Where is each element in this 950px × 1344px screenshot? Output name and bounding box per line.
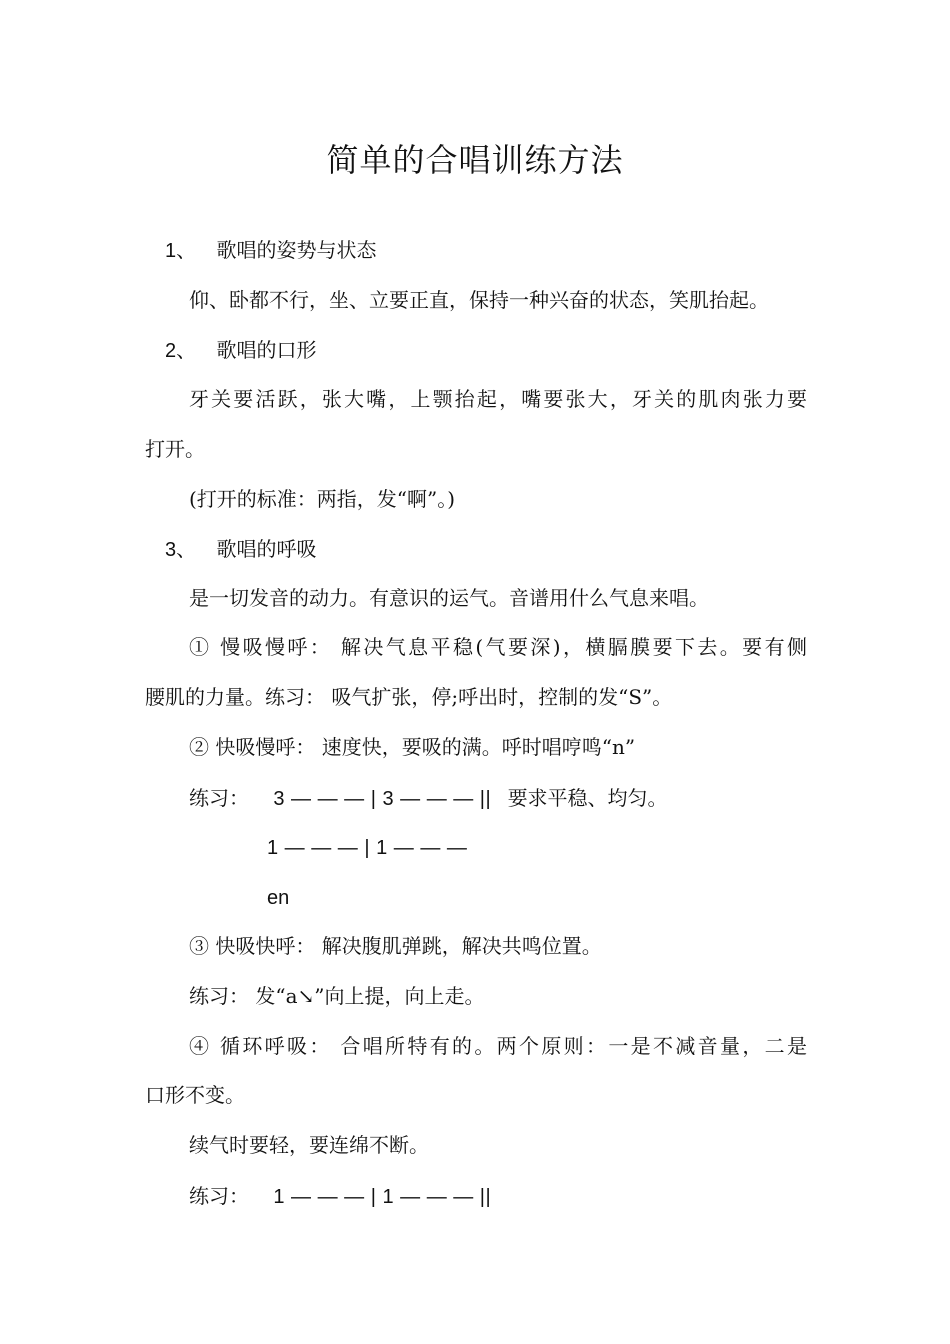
section-heading-3 [165,535,316,564]
section-number: 2、 [165,340,197,362]
section-heading-1 [165,236,376,265]
paragraph-mouth-line-1: 牙关要活跃，张大嘴，上颚抬起，嘴要张大，牙关的肌肉张力要 [189,387,807,411]
exercise-label: 练习： [189,1184,249,1208]
paragraph-breath-intro: 是一切发音的动力。有意识的运气。音谱用什么气息来唱。 [189,586,709,610]
paragraph-posture: 仰、卧都不行，坐、立要正直，保持一种兴奋的状态，笑肌抬起。 [189,288,769,312]
exercise-2-line: 练习： 发“a↘”向上提，向上走。 [189,984,485,1008]
section-title: 歌唱的呼吸 [216,537,317,561]
paragraph-slow-breath-line-1: ① 慢吸慢呼： 解决气息平稳(气要深)，横膈膜要下去。要有侧 [189,635,807,659]
section-title: 歌唱的姿势与状态 [216,238,377,262]
exercise-1-line [189,784,668,813]
music-notation: 3 — — — | 3 — — — || [273,788,492,810]
paragraph-mouth-standard: (打开的标准：两指，发“啊”。) [189,487,456,511]
paragraph-fast-slow-breath: ② 快吸慢呼： 速度快，要吸的满。呼时唱哼鸣“n” [189,735,636,759]
paragraph-circular-breath-line-1: ④ 循环呼吸： 合唱所特有的。两个原则：一是不减音量，二是 [189,1034,807,1058]
section-number: 3、 [165,539,197,561]
page-title: 简单的合唱训练方法 [326,141,624,179]
paragraph-slow-breath-line-2: 腰肌的力量。练习： 吸气扩张，停;呼出时，控制的发“S”。 [145,685,673,709]
paragraph-circular-breath-line-2: 口形不变。 [145,1083,245,1107]
exercise-requirement: 要求平稳、均匀。 [507,786,668,810]
section-title: 歌唱的口形 [216,338,317,362]
exercise-label: 练习： [189,786,249,810]
music-notation-2: 1 — — — | 1 — — — [267,837,468,859]
section-heading-2 [165,336,316,365]
paragraph-mouth-line-2: 打开。 [145,437,205,461]
syllable-label: en [267,887,290,909]
section-number: 1、 [165,240,197,262]
paragraph-fast-fast-breath: ③ 快吸快呼： 解决腹肌弹跳，解决共鸣位置。 [189,934,602,958]
paragraph-continue-breath: 续气时要轻，要连绵不断。 [189,1133,429,1157]
music-notation: 1 — — — | 1 — — — || [273,1186,492,1208]
exercise-3-line [189,1182,491,1211]
